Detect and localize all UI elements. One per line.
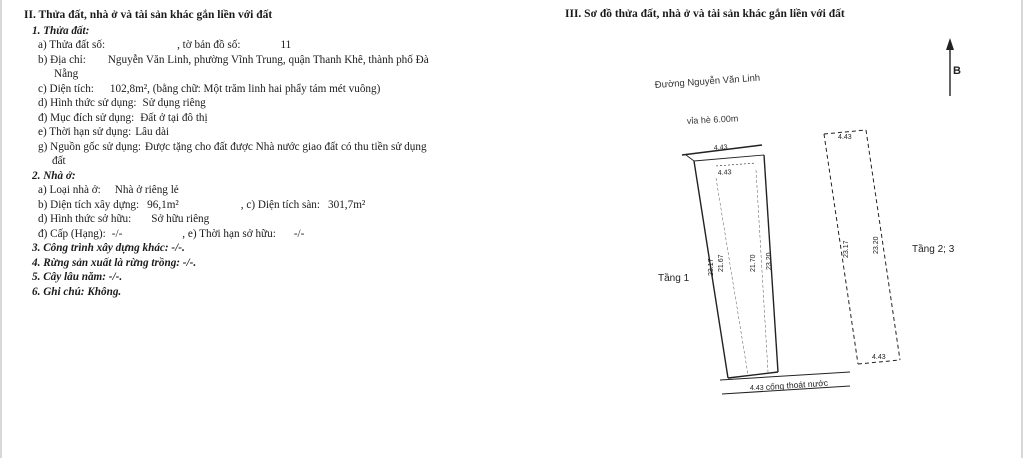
section-3-title: III. Sơ đồ thửa đất, nhà ở và tài sản khác gắn liền với đất (565, 8, 845, 20)
sidewalk-label: vỉa hè 6.00m (686, 113, 739, 126)
map-sheet-value: 11 (280, 39, 292, 51)
build-area-label: b) Diện tích xây dựng: (38, 198, 140, 211)
floor-area-value: 301,7m² (328, 198, 366, 211)
land-heading: 1. Thửa đất: (32, 24, 90, 37)
area-value: 102,8m², (bằng chữ: Một trăm linh hai phẩy tám mét vuông) (109, 82, 381, 95)
grade-value: -/- (111, 227, 123, 240)
dim-left-inner: 21.67 (718, 254, 725, 272)
address-value-line2: Nẵng (54, 68, 79, 80)
map-sheet-label: , tờ bản đồ số: (177, 39, 241, 51)
dim-right-outer: 23.20 (766, 252, 773, 270)
ownership-label: d) Hình thức sở hữu: (38, 213, 132, 225)
build-area-value: 96,1m² (147, 198, 179, 211)
use-purpose-value: Đất ở tại đô thị (140, 111, 208, 124)
b-dim-left: 23.17 (843, 240, 850, 258)
grade-label: đ) Cấp (Hạng): (38, 227, 106, 240)
floor23-plot (824, 130, 900, 364)
use-form-value: Sử dụng riêng (142, 97, 206, 109)
b-dim-right: 23.20 (873, 236, 880, 254)
house-type-value: Nhà ở riêng lẻ (114, 184, 179, 196)
floor1-label: Tầng 1 (658, 273, 690, 284)
area-label: c) Diện tích: (38, 82, 94, 95)
origin-label: g) Nguồn gốc sử dụng: (38, 140, 142, 153)
use-term-label: e) Thời hạn sử dụng: (38, 126, 132, 138)
origin-value-line2: đất (52, 155, 66, 167)
address-label: b) Địa chỉ: (38, 53, 86, 66)
dim-right-inner: 21.70 (750, 254, 757, 272)
section-2-title: II. Thửa đất, nhà ở và tài sản khác gắn liền với đất (24, 9, 273, 21)
dim-bottom: 4.43 (750, 385, 764, 392)
dim-top-inner: 4.43 (717, 169, 732, 177)
production-forest: 4. Rừng sản xuất là rừng trồng: -/-. (32, 256, 197, 269)
b-dim-bottom: 4.43 (872, 354, 886, 361)
drain-label: cống thoát nước (765, 377, 829, 392)
other-construction: 3. Công trình xây dựng khác: -/-. (32, 242, 185, 254)
house-heading: 2. Nhà ở: (32, 169, 76, 182)
floor-area-label: , c) Diện tích sàn: (240, 198, 321, 211)
house-type-label: a) Loại nhà ở: (38, 184, 101, 196)
ownership-value: Sở hữu riêng (151, 213, 210, 225)
ownership-term-label: , e) Thời hạn sở hữu: (182, 227, 276, 240)
road-label: Đường Nguyễn Văn Linh (654, 72, 761, 91)
use-purpose-label: đ) Mục đích sử dụng: (38, 111, 135, 124)
ownership-term-value: -/- (293, 227, 305, 240)
parcel-number-label: a) Thửa đất số: (38, 39, 106, 51)
address-value-line1: Nguyễn Văn Linh, phường Vĩnh Trung, quận Thanh Khê, thành phố Đà (107, 53, 429, 66)
dim-top-outer: 4.43 (713, 144, 728, 152)
dim-left-outer: 23.17 (708, 258, 715, 276)
north-label: B (953, 65, 961, 77)
use-term-value: Lâu dài (135, 126, 170, 138)
use-form-label: d) Hình thức sử dụng: (38, 97, 137, 109)
notes: 6. Ghi chú: Không. (32, 285, 122, 298)
perennial-trees: 5. Cây lâu năm: -/-. (32, 271, 123, 283)
b-dim-top: 4.43 (838, 134, 852, 141)
origin-value-line1: Được tặng cho đất được Nhà nước giao đất có thu tiền sử dụng (145, 140, 427, 153)
floor23-label: Tầng 2; 3 (912, 244, 955, 255)
